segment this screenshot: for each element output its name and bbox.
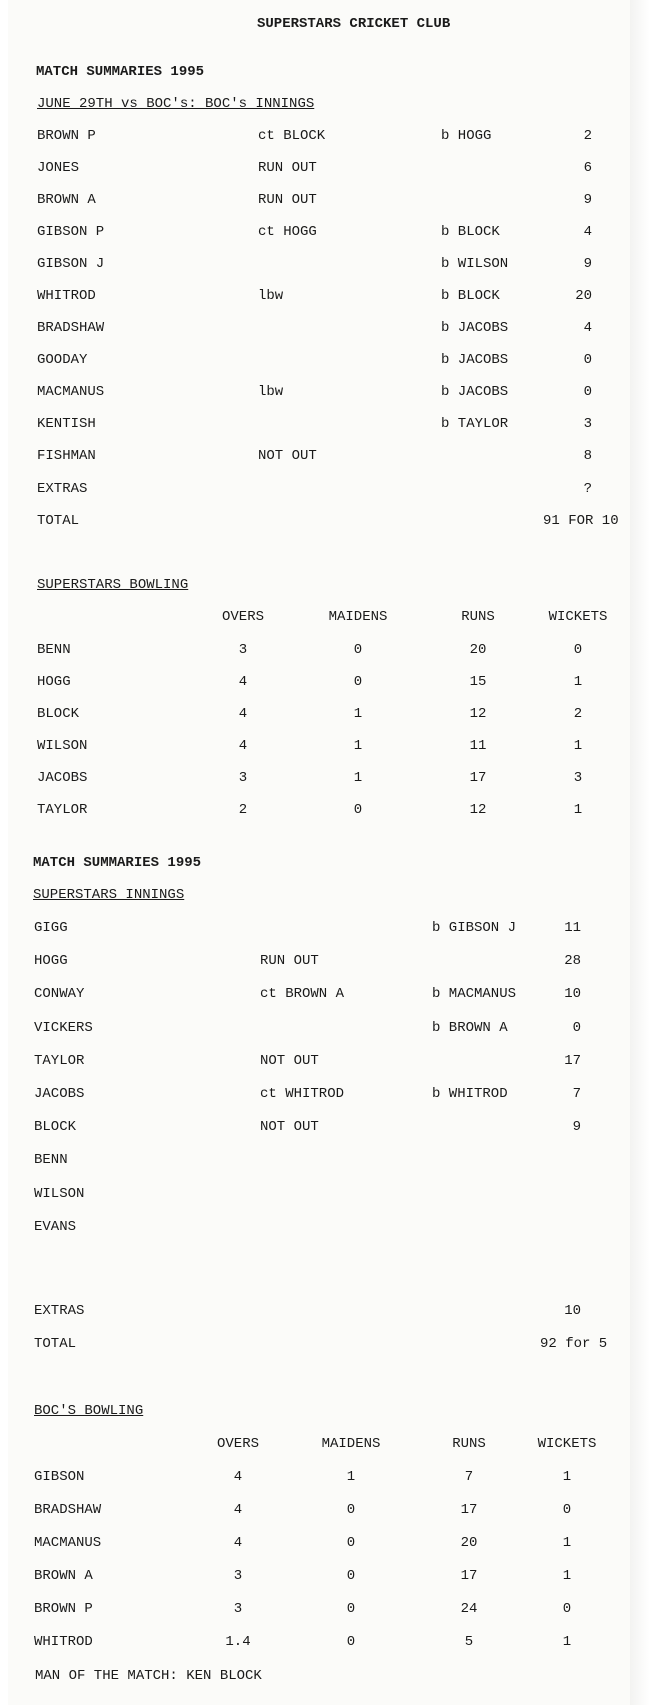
batsman-runs: 28: [564, 953, 581, 970]
batsman-runs: 20: [575, 288, 592, 304]
batsman-name: EVANS: [34, 1218, 77, 1235]
bowler-wickets: 1: [573, 674, 583, 690]
dismissing-bowler: b MACMANUS: [432, 986, 517, 1003]
bowler-overs: 4: [233, 1535, 243, 1551]
dismissing-bowler: b GIBSON J: [432, 920, 517, 936]
batsman-name: FISHMAN: [37, 448, 96, 464]
batsman-name: BROWN P: [37, 128, 96, 144]
part1-bowling-title: SUPERSTARS BOWLING: [37, 577, 189, 593]
batsman-runs: 3: [583, 416, 592, 432]
runs-header: RUNS: [461, 609, 495, 625]
part2-bowling-title: BOC'S BOWLING: [34, 1403, 144, 1419]
bowler-wickets: 1: [562, 1568, 572, 1584]
part1-total-value: 91 FOR 10: [543, 513, 619, 529]
batsman-name: JACOBS: [34, 1086, 85, 1102]
bowler-runs: 5: [464, 1634, 474, 1650]
part2-total-value: 92 for 5: [540, 1336, 608, 1352]
wickets-header: WICKETS: [537, 1436, 597, 1452]
batsman-name: GIBSON J: [37, 256, 105, 272]
bowler-wickets: 0: [573, 642, 583, 658]
batsman-runs: 11: [564, 920, 581, 936]
batsman-name: GIBSON P: [37, 224, 105, 240]
bowler-wickets: 2: [573, 706, 583, 722]
bowler-overs: 2: [238, 802, 248, 818]
dismissal-type: ct HOGG: [258, 224, 317, 240]
bowler-overs: 3: [238, 770, 248, 786]
batsman-name: BLOCK: [34, 1119, 77, 1136]
dismissal-type: NOT OUT: [258, 448, 317, 464]
bowler-maidens: 1: [353, 738, 363, 754]
part1-heading: MATCH SUMMARIES 1995: [36, 64, 205, 80]
part1-extras-value: ?: [583, 481, 592, 497]
part2-innings-title: SUPERSTARS INNINGS: [33, 887, 185, 903]
bowler-name: BRADSHAW: [34, 1502, 102, 1518]
bowler-wickets: 1: [573, 802, 583, 818]
batsman-name: WILSON: [34, 1185, 85, 1202]
bowler-maidens: 0: [346, 1634, 356, 1650]
bowler-wickets: 3: [573, 770, 583, 786]
bowler-maidens: 1: [353, 770, 363, 786]
batsman-name: BRADSHAW: [37, 320, 105, 336]
bowler-name: BROWN P: [34, 1601, 93, 1617]
dismissing-bowler: b BLOCK: [441, 224, 500, 240]
batsman-runs: 4: [583, 320, 592, 336]
page-edge-shadow: [630, 0, 650, 1705]
dismissal-type: NOT OUT: [260, 1119, 319, 1136]
dismissal-type: ct WHITROD: [260, 1086, 345, 1102]
part1-innings-title: JUNE 29TH vs BOC's: BOC's INNINGS: [37, 96, 315, 112]
bowler-overs: 4: [238, 738, 248, 754]
batsman-name: GOODAY: [37, 352, 88, 368]
batsman-name: VICKERS: [34, 1019, 93, 1036]
part2-extras-label: EXTRAS: [34, 1303, 85, 1319]
bowler-wickets: 1: [562, 1634, 572, 1650]
bowler-wickets: 1: [573, 738, 583, 754]
batsman-runs: 9: [583, 256, 592, 272]
dismissal-type: ct BROWN A: [260, 986, 345, 1003]
bowler-name: BROWN A: [34, 1568, 93, 1584]
bowler-name: TAYLOR: [37, 802, 88, 818]
bowler-runs: 20: [469, 642, 487, 658]
bowler-maidens: 0: [353, 674, 363, 690]
maidens-header: MAIDENS: [328, 609, 388, 625]
bowler-name: WHITROD: [34, 1634, 93, 1650]
bowler-wickets: 1: [562, 1535, 572, 1551]
bowler-name: GIBSON: [34, 1469, 85, 1485]
batsman-name: GIGG: [34, 920, 68, 936]
bowler-overs: 4: [233, 1502, 243, 1518]
dismissing-bowler: b BROWN A: [432, 1019, 508, 1036]
bowler-overs: 3: [233, 1568, 243, 1584]
document-title: SUPERSTARS CRICKET CLUB: [257, 16, 451, 32]
batsman-runs: 9: [583, 192, 592, 208]
batsman-runs: 17: [564, 1052, 581, 1069]
dismissal-type: RUN OUT: [258, 192, 317, 208]
dismissing-bowler: b HOGG: [441, 128, 492, 144]
dismissing-bowler: b WILSON: [441, 256, 509, 272]
dismissing-bowler: b JACOBS: [441, 384, 509, 400]
bowler-overs: 3: [233, 1601, 243, 1617]
batsman-runs: 4: [583, 224, 592, 240]
bowler-maidens: 0: [346, 1502, 356, 1518]
dismissal-type: ct BLOCK: [258, 128, 326, 144]
batsman-runs: 0: [572, 1019, 581, 1036]
bowler-name: MACMANUS: [34, 1535, 102, 1551]
bowler-maidens: 0: [346, 1601, 356, 1617]
part1-extras-label: EXTRAS: [37, 481, 88, 497]
bowler-runs: 17: [469, 770, 487, 786]
dismissal-type: NOT OUT: [260, 1052, 319, 1069]
overs-header: OVERS: [221, 609, 264, 625]
batsman-runs: 7: [572, 1086, 581, 1102]
dismissal-type: lbw: [258, 384, 284, 400]
batsman-name: MACMANUS: [37, 384, 105, 400]
bowler-runs: 7: [464, 1469, 474, 1485]
batsman-name: KENTISH: [37, 416, 96, 432]
bowler-runs: 15: [469, 674, 487, 690]
bowler-runs: 17: [460, 1502, 478, 1518]
bowler-overs: 4: [238, 674, 248, 690]
maidens-header: MAIDENS: [321, 1436, 381, 1452]
bowler-maidens: 0: [353, 642, 363, 658]
batsman-runs: 2: [583, 128, 592, 144]
dismissal-type: RUN OUT: [258, 160, 317, 176]
dismissing-bowler: b BLOCK: [441, 288, 500, 304]
bowler-runs: 11: [469, 738, 487, 754]
batsman-runs: 6: [583, 160, 592, 176]
batsman-name: JONES: [37, 160, 80, 176]
runs-header: RUNS: [452, 1436, 486, 1452]
overs-header: OVERS: [216, 1436, 259, 1452]
bowler-maidens: 0: [346, 1568, 356, 1584]
batsman-runs: 9: [572, 1119, 581, 1136]
dismissing-bowler: b JACOBS: [441, 320, 509, 336]
part2-total-label: TOTAL: [34, 1336, 77, 1352]
bowler-runs: 17: [460, 1568, 478, 1584]
bowler-runs: 20: [460, 1535, 478, 1551]
bowler-maidens: 0: [346, 1535, 356, 1551]
bowler-runs: 12: [469, 802, 487, 818]
batsman-name: BROWN A: [37, 192, 96, 208]
bowler-maidens: 1: [346, 1469, 356, 1485]
bowler-overs: 4: [233, 1469, 243, 1485]
batsman-runs: 0: [583, 384, 592, 400]
bowler-wickets: 0: [562, 1601, 572, 1617]
batsman-name: BENN: [34, 1152, 68, 1169]
bowler-wickets: 0: [562, 1502, 572, 1518]
dismissing-bowler: b TAYLOR: [441, 416, 509, 432]
part1-total-label: TOTAL: [37, 513, 80, 529]
batsman-name: TAYLOR: [34, 1052, 85, 1069]
batsman-name: HOGG: [34, 953, 68, 970]
dismissing-bowler: b WHITROD: [432, 1086, 508, 1102]
part2-extras-value: 10: [564, 1303, 581, 1319]
man-of-the-match: MAN OF THE MATCH: KEN BLOCK: [35, 1668, 262, 1684]
bowler-maidens: 1: [353, 706, 363, 722]
batsman-runs: 0: [583, 352, 592, 368]
bowler-name: BENN: [37, 642, 71, 658]
batsman-name: CONWAY: [34, 986, 85, 1003]
batsman-runs: 8: [583, 448, 592, 464]
bowler-wickets: 1: [562, 1469, 572, 1485]
batsman-name: WHITROD: [37, 288, 96, 304]
part2-heading: MATCH SUMMARIES 1995: [33, 855, 202, 871]
bowler-runs: 24: [460, 1601, 478, 1617]
bowler-runs: 12: [469, 706, 487, 722]
dismissing-bowler: b JACOBS: [441, 352, 509, 368]
bowler-name: HOGG: [37, 674, 71, 690]
bowler-overs: 1.4: [225, 1634, 251, 1650]
bowler-name: WILSON: [37, 738, 88, 754]
dismissal-type: RUN OUT: [260, 953, 319, 970]
batsman-runs: 10: [564, 986, 581, 1003]
bowler-maidens: 0: [353, 802, 363, 818]
wickets-header: WICKETS: [548, 609, 608, 625]
bowler-overs: 4: [238, 706, 248, 722]
dismissal-type: lbw: [258, 288, 284, 304]
bowler-name: JACOBS: [37, 770, 88, 786]
bowler-name: BLOCK: [37, 706, 80, 722]
bowler-overs: 3: [238, 642, 248, 658]
